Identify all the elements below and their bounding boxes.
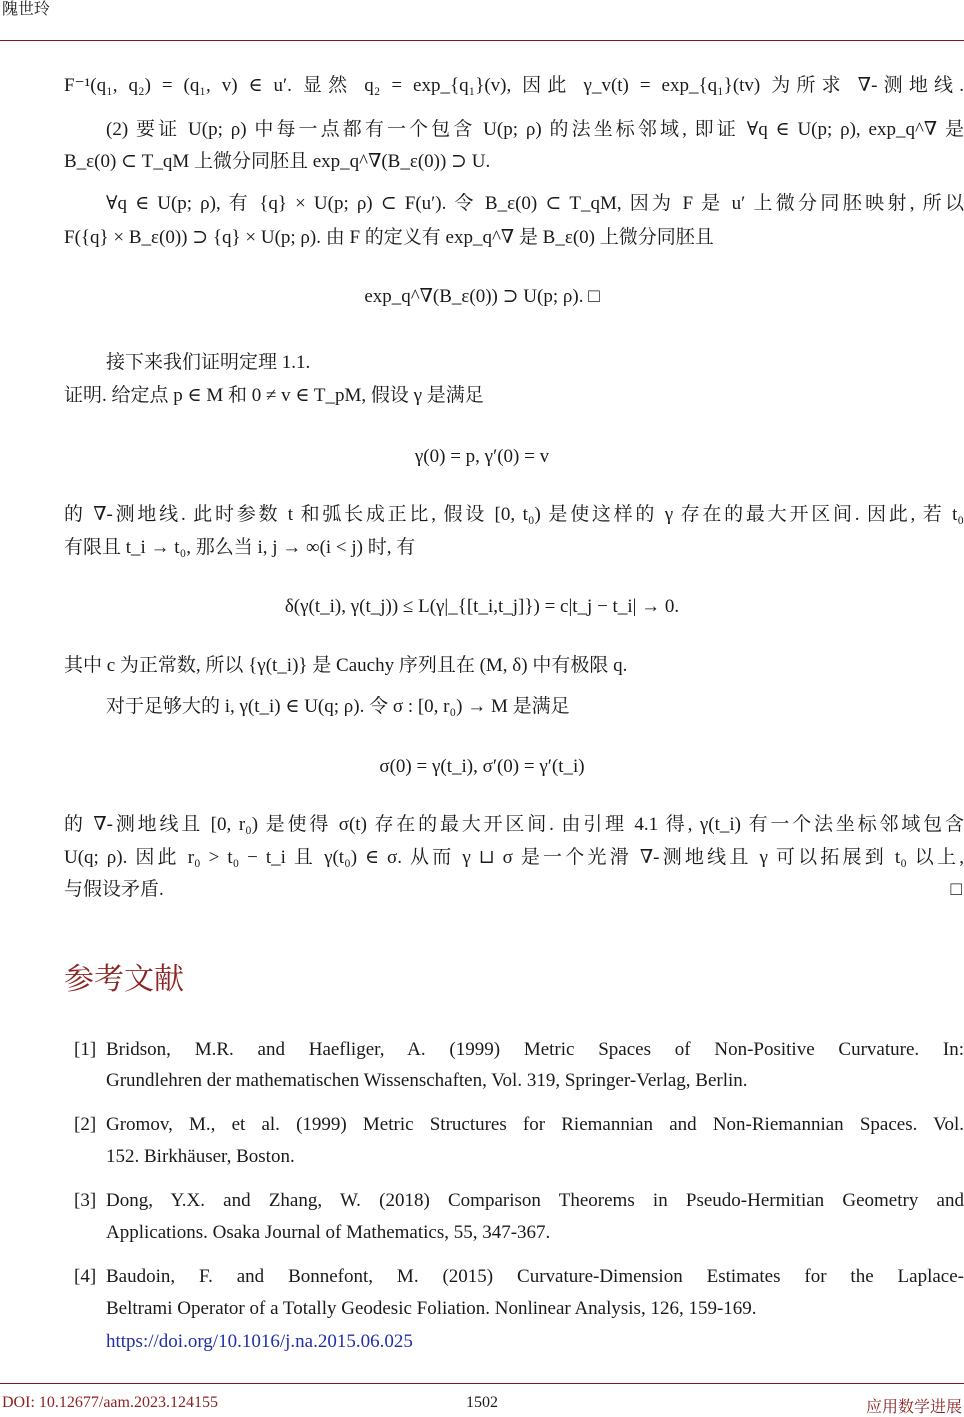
ref-3-line-2: Applications. Osaka Journal of Mathematics, 55, 347-367. xyxy=(106,1222,551,1243)
proof-start: 证明. 给定点 p ∈ M 和 0 ≠ v ∈ T_pM, 假设 γ 是满足 xyxy=(64,385,484,406)
qed-symbol: □ xyxy=(950,879,962,900)
header-rule xyxy=(0,40,964,41)
body-line-2: (2) 要证 U(p; ρ) 中每一点都有一个包含 U(p; ρ) 的法坐标邻域, 即证 ∀q ∈ U(p; ρ), exp_q^∇ 是 xyxy=(106,119,964,140)
body-line-4: ∀q ∈ U(p; ρ), 有 {q} × U(p; ρ) ⊂ F(u′). 令 B_ε(0) ⊂ T_qM, 因为 F 是 u′ 上微分同胚映射, 所以 xyxy=(106,193,964,214)
references-title: 参考文献 xyxy=(64,962,184,997)
body-line-11: 对于足够大的 i, γ(t_i) ∈ U(q; ρ). 令 σ : [0, r₀) → M 是满足 xyxy=(106,696,570,717)
ref-1-line-1: Bridson, M.R. and Haefliger, A. (1999) Metric Spaces of Non-Positive Curvature. In: xyxy=(106,1039,964,1060)
ref-4-number: [4] xyxy=(74,1266,97,1287)
journal-name: 应用数学进展 xyxy=(865,1397,962,1416)
equation-2: γ(0) = p, γ′(0) = v xyxy=(414,446,550,467)
running-head-author: 隗世玲 xyxy=(2,1,51,18)
body-line-8: 的 ∇-测地线. 此时参数 t 和弧长成正比, 假设 [0, t₀) 是使这样的 γ 存在的最大开区间. 因此, 若 t₀ xyxy=(64,504,964,525)
body-line-5: F({q} × B_ε(0)) ⊃ {q} × U(p; ρ). 由 F 的定义有 exp_q^∇ 是 B_ε(0) 上微分同胚且 xyxy=(64,227,714,248)
equation-3: δ(γ(t_i), γ(t_j)) ≤ L(γ|_{[t_i,t_j]}) = c|t_j − t_i| → 0. xyxy=(284,596,680,617)
ref-4-line-1: Baudoin, F. and Bonnefont, M. (2015) Curvature-Dimension Estimates for the Laplace- xyxy=(106,1266,964,1287)
ref-2-number: [2] xyxy=(74,1114,97,1135)
ref-3-line-1: Dong, Y.X. and Zhang, W. (2018) Comparison Theorems in Pseudo-Hermitian Geometry and xyxy=(106,1190,964,1211)
body-line-14: 与假设矛盾. xyxy=(64,879,164,900)
body-line-9: 有限且 t_i → t₀, 那么当 i, j → ∞(i < j) 时, 有 xyxy=(64,537,416,558)
ref-1-line-2: Grundlehren der mathematischen Wissenschaften, Vol. 319, Springer-Verlag, Berlin. xyxy=(106,1070,748,1091)
page-number: 1502 xyxy=(466,1394,498,1411)
ref-4-doi-link[interactable]: https://doi.org/10.1016/j.na.2015.06.025 xyxy=(106,1331,413,1352)
ref-3-number: [3] xyxy=(74,1190,97,1211)
body-line-10: 其中 c 为正常数, 所以 {γ(t_i)} 是 Cauchy 序列且在 (M, δ) 中有极限 q. xyxy=(64,655,628,676)
body-line-6: 接下来我们证明定理 1.1. xyxy=(106,352,311,373)
body-line-12: 的 ∇-测地线且 [0, r₀) 是使得 σ(t) 存在的最大开区间. 由引理 4.1 得, γ(t_i) 有一个法坐标邻域包含 xyxy=(64,814,964,835)
body-line-3: B_ε(0) ⊂ T_qM 上微分同胚且 exp_q^∇(B_ε(0)) ⊃ U. xyxy=(64,151,491,172)
equation-4: σ(0) = γ(t_i), σ′(0) = γ′(t_i) xyxy=(379,756,585,777)
ref-1-number: [1] xyxy=(74,1039,97,1060)
equation-1: exp_q^∇(B_ε(0)) ⊃ U(p; ρ). □ xyxy=(364,286,600,307)
ref-2-line-1: Gromov, M., et al. (1999) Metric Structures for Riemannian and Non-Riemannian Spaces. Vol. xyxy=(106,1114,964,1135)
ref-4-line-2: Beltrami Operator of a Totally Geodesic Foliation. Nonlinear Analysis, 126, 159-169. xyxy=(106,1298,757,1319)
ref-2-line-2: 152. Birkhäuser, Boston. xyxy=(106,1146,295,1167)
body-line-1: F⁻¹(q₁, q₂) = (q₁, v) ∈ u′. 显然 q₂ = exp_{q₁}(v), 因此 γ_v(t) = exp_{q₁}(tv) 为所求 ∇-测地线. xyxy=(64,75,964,96)
body-line-13: U(q; ρ). 因此 r₀ > t₀ − t_i 且 γ(t₀) ∈ σ. 从而 γ ⊔ σ 是一个光滑 ∇-测地线且 γ 可以拓展到 t₀ 以上, xyxy=(64,847,964,868)
footer-rule xyxy=(0,1383,964,1384)
footer-doi: DOI: 10.12677/aam.2023.124155 xyxy=(2,1394,218,1411)
